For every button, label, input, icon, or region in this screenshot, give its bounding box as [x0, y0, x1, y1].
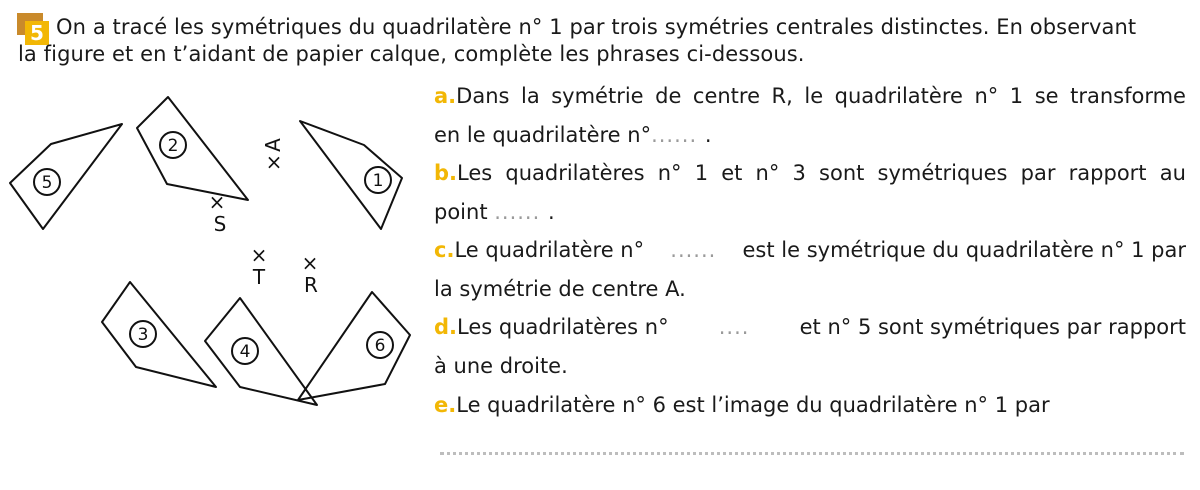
- answer-line-e[interactable]: [440, 452, 1184, 455]
- question-b-word: 1: [694, 161, 709, 185]
- question-c-line-2: la symétrie de centre A.: [434, 277, 686, 301]
- point-marker-T: ×: [250, 243, 268, 267]
- question-a-word: de: [655, 84, 682, 108]
- question-a-word: centre: [692, 84, 761, 108]
- question-a-word: R,: [771, 84, 793, 108]
- shape-label-4: 4: [239, 342, 251, 362]
- question-a-word: la: [520, 84, 540, 108]
- point-label-A: A: [261, 138, 285, 152]
- quadrilateral-1: [300, 121, 402, 229]
- question-letter-c: c.: [434, 238, 455, 262]
- answer-blank-d[interactable]: ....: [718, 315, 750, 339]
- question-b-word: rapport: [1068, 161, 1147, 185]
- question-b-word: 3: [792, 161, 806, 185]
- question-b-word: et: [721, 161, 743, 185]
- shape-label-1: 1: [372, 171, 384, 191]
- point-label-T: T: [252, 265, 266, 289]
- question-a-text: en le quadrilatère n°: [434, 123, 652, 147]
- question-a-word: Dans: [456, 84, 510, 108]
- question-a-word: se: [1034, 84, 1059, 108]
- question-e-text: Le quadrilatère n° 6 est l’image du quadrilatère n° 1 par: [456, 393, 1050, 417]
- shape-label-6: 6: [374, 336, 386, 356]
- question-a-line-2: [434, 116, 1186, 155]
- question-a-word: n°: [974, 84, 999, 108]
- symmetry-figure: [0, 75, 430, 415]
- answer-blank-c[interactable]: ......: [670, 238, 717, 262]
- question-a: [434, 77, 1186, 155]
- quadrilateral-2: [137, 97, 248, 200]
- question-b-word: quadrilatères: [505, 161, 645, 185]
- answer-blank-b[interactable]: ......: [494, 200, 548, 224]
- shape-label-2: 2: [167, 136, 179, 156]
- exercise-number: 5: [25, 21, 49, 45]
- question-c-line-1: [434, 231, 1186, 270]
- exercise-instructions: [18, 14, 1188, 68]
- question-d-line-1: [434, 308, 1186, 347]
- point-marker-S: ×: [208, 190, 226, 214]
- quadrilateral-3: [102, 282, 216, 387]
- question-b-text: point: [434, 200, 495, 224]
- question-e-line-1: [434, 386, 1186, 425]
- intro-line-1: On a tracé les symétriques du quadrilatère n° 1 par trois symétries centrales distinctes. En observant: [56, 15, 1137, 39]
- point-label-S: S: [213, 212, 227, 236]
- question-letter-d: d.: [434, 315, 458, 339]
- shape-label-5: 5: [41, 173, 53, 193]
- question-a-line-1: [434, 77, 1186, 116]
- question-letter-a: a.: [434, 84, 457, 108]
- question-b: [434, 154, 1186, 232]
- intro-line-2: la figure et en t’aidant de papier calque, complète les phrases ci-dessous.: [18, 42, 805, 66]
- question-letter-e: e.: [434, 393, 457, 417]
- question-d-line-2: à une droite.: [434, 354, 568, 378]
- point-marker-A: ×: [265, 150, 283, 174]
- question-b-word: symétriques: [877, 161, 1008, 185]
- question-d-text-before: Les quadrilatères n°: [457, 315, 669, 339]
- quadrilateral-5: [10, 124, 122, 229]
- question-a-period: .: [704, 123, 712, 147]
- question-letter-b: b.: [434, 161, 458, 185]
- question-b-line-2: [434, 193, 1186, 232]
- question-c-text-before: Le quadrilatère n°: [454, 238, 645, 262]
- question-b-word: par: [1020, 161, 1056, 185]
- quadrilateral-4: [205, 298, 317, 405]
- question-e: [434, 386, 1186, 425]
- question-b-word: sont: [819, 161, 865, 185]
- question-b-word: n°: [755, 161, 780, 185]
- question-b-word: au: [1159, 161, 1186, 185]
- question-a-word: le: [804, 84, 824, 108]
- point-marker-R: ×: [301, 251, 319, 275]
- question-b-word: n°: [657, 161, 682, 185]
- question-a-word: symétrie: [551, 84, 644, 108]
- question-c: [434, 231, 1186, 309]
- question-b-line-1: [434, 154, 1186, 193]
- shape-label-3: 3: [137, 325, 149, 345]
- question-d-text-after: et n° 5 sont symétriques par rapport: [799, 315, 1186, 339]
- question-a-word: quadrilatère: [834, 84, 963, 108]
- question-d: [434, 308, 1186, 386]
- question-b-period: .: [547, 200, 555, 224]
- answer-blank-a[interactable]: ......: [651, 123, 705, 147]
- question-b-word: Les: [457, 161, 493, 185]
- point-label-R: R: [304, 273, 318, 297]
- question-a-word: transforme: [1070, 84, 1186, 108]
- question-a-word: 1: [1009, 84, 1024, 108]
- question-c-text-after: est le symétrique du quadrilatère n° 1 par: [742, 238, 1186, 262]
